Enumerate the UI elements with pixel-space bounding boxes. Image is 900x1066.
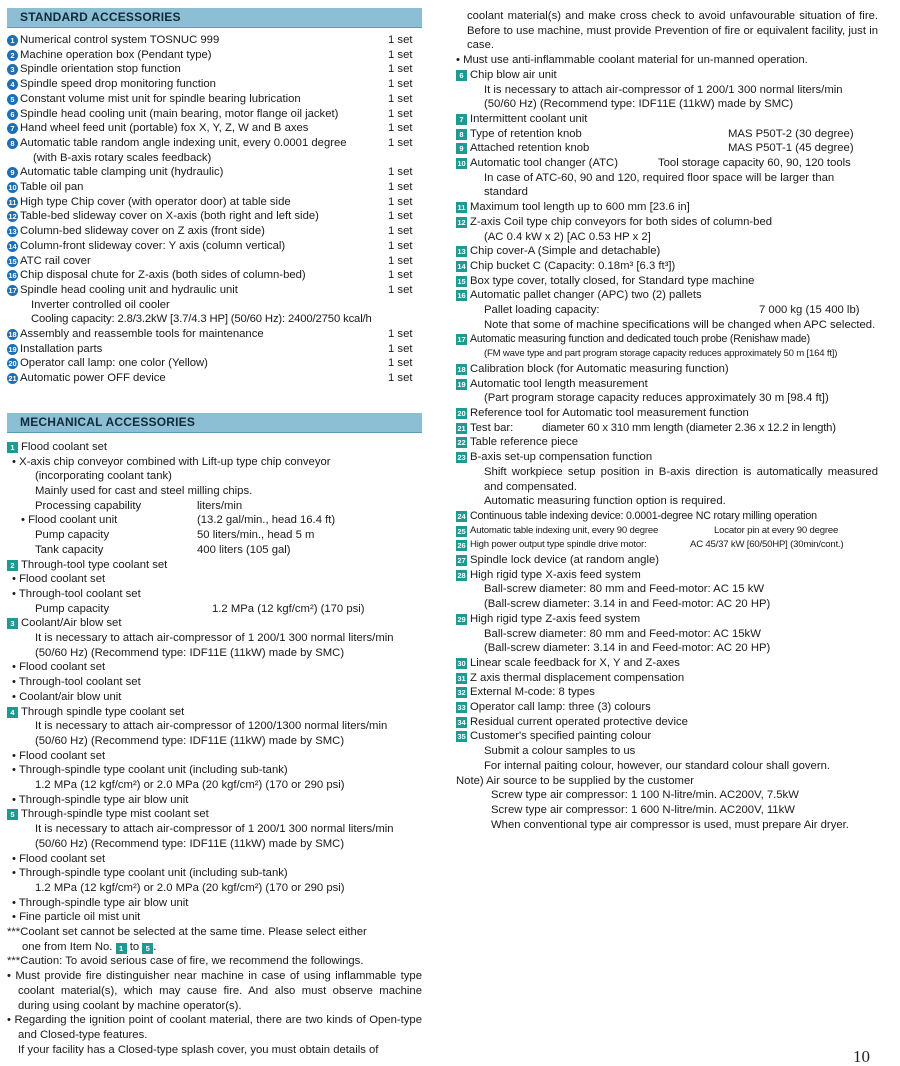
mechanical-accessories-header: MECHANICAL ACCESSORIES <box>7 413 422 433</box>
item-number-badge: 24 <box>457 511 466 521</box>
list-item <box>456 332 878 347</box>
text-line: • Through-spindle type air blow unit <box>12 793 189 806</box>
list-item <box>456 406 878 421</box>
list-item <box>456 700 878 715</box>
item-number-badge: 6 <box>7 109 18 120</box>
item-number-badge: 4 <box>7 707 18 718</box>
list-item <box>456 715 878 730</box>
list-item <box>456 156 878 171</box>
item-number-badge: 20 <box>8 359 17 369</box>
item-quantity: 1 set <box>388 254 413 267</box>
item-number-badge: 34 <box>457 717 466 727</box>
item-label: High type Chip cover (with operator door) at table side <box>20 195 291 208</box>
caution-item: • Regarding the ignition point of coolant material, there are two kinds of Open-type and Closed-type features. <box>7 1014 422 1041</box>
item-quantity: 1 set <box>388 342 413 355</box>
list-item <box>456 112 878 127</box>
list-item <box>7 33 422 48</box>
list-item <box>7 283 422 298</box>
item-quantity: 1 set <box>388 78 413 91</box>
item-label: Constant volume mist unit for spindle bearing lubrication <box>20 92 301 105</box>
item-number-badge: 12 <box>457 217 466 227</box>
text-line: It is necessary to attach air-compressor of 1 200/1 300 normal liters/min <box>484 83 843 96</box>
item-number-badge: 15 <box>8 256 17 266</box>
text-line: Pump capacity <box>35 529 110 542</box>
text-line: Tank capacity <box>35 543 104 556</box>
text-line: Through-tool type coolant set <box>21 558 168 571</box>
item-number-badge: 29 <box>457 614 466 624</box>
text-line: Chip blow air unit <box>470 68 557 81</box>
text-line: Z-axis Coil type chip conveyors for both sides of column-bed <box>470 215 773 228</box>
item-label: Hand wheel feed unit (portable) fox X, Y, Z, W and B axes <box>20 122 309 135</box>
text-line: Shift workpiece setup position in B-axis direction is automatically measured and compensated. <box>484 465 878 493</box>
text-line: Z axis thermal displacement compensation <box>470 671 685 684</box>
text-line: • Flood coolant set <box>12 852 106 865</box>
text-line: It is necessary to attach air-compressor of 1 200/1 300 normal liters/min <box>35 632 394 645</box>
list-item <box>7 195 422 210</box>
item-number-badge: 18 <box>457 364 466 374</box>
item-label: Chip disposal chute for Z-axis (both sides of column-bed) <box>20 269 306 282</box>
text-line: Customer's specified painting colour <box>470 730 652 743</box>
item-label: Operator call lamp: one color (Yellow) <box>20 357 208 370</box>
item-number-badge: 9 <box>7 167 18 178</box>
text-line: In case of ATC-60, 90 and 120, required floor space will be larger than standard <box>484 171 835 199</box>
item-number-badge: 26 <box>457 541 466 551</box>
text-line: Note that some of machine specifications will be changed when APC selected. <box>484 318 876 331</box>
item-label: Automatic table random angle indexing unit, every 0.0001 degree <box>20 136 347 149</box>
text-line: Chip bucket C (Capacity: 0.18m³ [6.3 ft³]) <box>470 259 676 272</box>
list-item <box>7 440 422 455</box>
list-item <box>7 209 422 224</box>
item-label: Automatic table clamping unit (hydraulic) <box>20 166 224 179</box>
text-line <box>456 303 878 318</box>
item-number-badge: 18 <box>8 330 17 340</box>
item-number-badge: 19 <box>8 344 17 354</box>
item-label: Spindle orientation stop function <box>20 63 181 76</box>
item-number-badge: 10 <box>457 159 466 169</box>
text-line: 400 liters (105 gal) <box>197 543 291 556</box>
list-item <box>7 224 422 239</box>
text-line: Screw type air compressor: 1 600 N-litre/min. AC200V, 11kW <box>491 803 795 816</box>
list-item <box>7 62 422 77</box>
text-line: Spindle lock device (at random angle) <box>470 554 660 567</box>
text-line: • Flood coolant set <box>12 749 106 762</box>
text-line: • Fine particle oil mist unit <box>12 911 141 924</box>
text-line: 50 liters/min., head 5 m <box>197 529 315 542</box>
item-label: Machine operation box (Pendant type) <box>20 48 212 61</box>
item-label: Numerical control system TOSNUC 999 <box>20 34 220 46</box>
item-number-badge: 1 <box>7 442 18 453</box>
mechanical-section <box>7 413 422 1058</box>
text-line: Intermittent coolant unit <box>470 112 588 125</box>
text-line: Continuous table indexing device: 0.0001-degree NC rotary milling operation <box>470 509 817 522</box>
item-quantity: 1 set <box>388 195 413 208</box>
text-line: • Through-spindle type coolant unit (including sub-tank) <box>12 764 288 777</box>
item-number-badge: 8 <box>7 138 18 149</box>
list-item <box>7 48 422 63</box>
item-number-badge: 12 <box>8 212 17 222</box>
item-number-badge: 3 <box>7 618 18 629</box>
item-label: Spindle speed drop monitoring function <box>20 78 216 91</box>
item-sub-text: Cooling capacity: 2.8/3.2kW [3.7/4.3 HP] (50/60 Hz): 2400/2750 kcal/h <box>31 313 372 326</box>
list-item <box>7 92 422 107</box>
item-number-badge: 33 <box>457 703 466 713</box>
text-line: Screw type air compressor: 1 100 N-litre/min. AC200V, 7.5kW <box>491 789 799 802</box>
item-label: Table oil pan <box>20 181 84 194</box>
text-line: liters/min <box>197 499 243 512</box>
item-sub-text: Inverter controlled oil cooler <box>31 298 170 311</box>
text-line: B-axis set-up compensation function <box>470 451 653 464</box>
item-quantity: 1 set <box>388 48 413 61</box>
text-line: Ball-screw diameter: 80 mm and Feed-motor: AC 15 kW <box>484 583 765 596</box>
list-item <box>7 616 422 631</box>
item-number-badge: 20 <box>457 408 466 418</box>
text-line: (AC 0.4 kW x 2) [AC 0.53 HP x 2] <box>484 230 651 243</box>
item-quantity: 1 set <box>388 210 413 223</box>
text-line <box>7 602 422 617</box>
text-line: It is necessary to attach air-compressor of 1200/1300 normal liters/min <box>35 720 388 733</box>
text-line <box>7 499 422 514</box>
text-line: 7 000 kg (15 400 lb) <box>759 304 860 317</box>
list-item <box>7 121 422 136</box>
text-line: Pallet loading capacity: <box>484 304 600 317</box>
item-number-badge: 17 <box>8 285 17 295</box>
item-number-badge: 4 <box>7 79 18 90</box>
item-number-badge: 9 <box>456 143 467 154</box>
text-line: one from Item No. <box>22 940 113 953</box>
item-number-badge: 10 <box>8 183 17 193</box>
text-line: Attached retention knob <box>470 142 590 155</box>
text-line: • Through-tool coolant set <box>12 587 141 600</box>
text-line: Locator pin at every 90 degree <box>714 524 839 536</box>
item-quantity: 1 set <box>388 372 413 385</box>
text-line: (13.2 gal/min., head 16.4 ft) <box>197 514 336 527</box>
text-line: Automatic tool length measurement <box>470 377 648 390</box>
item-number-badge: 25 <box>457 526 466 536</box>
text-line: Automatic tool changer (ATC) <box>470 157 618 170</box>
item-number-badge: 14 <box>8 241 17 251</box>
item-quantity: 1 set <box>388 122 413 135</box>
list-item <box>456 127 878 142</box>
item-label: Spindle head cooling unit and hydraulic unit <box>20 283 238 296</box>
item-number-badge: 19 <box>457 379 466 389</box>
text-line <box>7 513 422 528</box>
item-quantity: 1 set <box>388 328 413 341</box>
list-item <box>456 362 878 377</box>
item-number-badge: 8 <box>456 129 467 140</box>
list-item <box>456 538 878 553</box>
list-item <box>456 215 878 230</box>
text-line: Table reference piece <box>470 436 579 449</box>
item-number-badge: 15 <box>457 276 466 286</box>
text-line: • X-axis chip conveyor combined with Lift-up type chip conveyor <box>12 455 331 468</box>
text-line: Chip cover-A (Simple and detachable) <box>470 245 661 258</box>
item-quantity: 1 set <box>388 283 413 296</box>
text-line: Automatic pallet changer (APC) two (2) pallets <box>470 289 702 302</box>
text-line: Calibration block (for Automatic measuring function) <box>470 362 729 375</box>
text-line: Box type cover, totally closed, for Standard type machine <box>470 274 755 287</box>
text-line: Flood coolant set <box>21 440 108 453</box>
list-item <box>456 274 878 289</box>
text-line: • Through-spindle type coolant unit (including sub-tank) <box>12 867 288 880</box>
item-label: Assembly and reassemble tools for maintenance <box>20 328 264 341</box>
continued-text: coolant material(s) and make cross check to avoid unfavourable situation of fire. Before to use machine, must provide Prevention of fire or equivalent facility, just in case. <box>467 10 878 52</box>
text-line: (50/60 Hz) (Recommend type: IDF11E (11kW) made by SMC) <box>35 646 345 659</box>
list-item <box>456 671 878 686</box>
list-item <box>456 200 878 215</box>
text-line: • Flood coolant set <box>12 573 106 586</box>
list-item <box>7 239 422 254</box>
standard-accessories-list <box>7 33 422 386</box>
text-line: Coolant/Air blow set <box>21 617 122 630</box>
item-number-badge: 6 <box>456 70 467 81</box>
text-line: Type of retention knob <box>470 127 582 140</box>
item-number-badge: 28 <box>457 570 466 580</box>
item-label: Column-front slideway cover: Y axis (column vertical) <box>20 239 286 252</box>
item-number-badge: 7 <box>456 114 467 125</box>
text-line: Test bar: <box>470 421 514 434</box>
text-line: diameter 60 x 310 mm length (diameter 2.36 x 12.2 in length) <box>542 421 836 434</box>
list-item <box>456 612 878 627</box>
text-line: MAS P50T-2 (30 degree) <box>728 127 854 140</box>
item-label: (with B-axis rotary scales feedback) <box>33 151 212 164</box>
text-line: High rigid type X-axis feed system <box>470 568 641 581</box>
item-quantity: 1 set <box>388 166 413 179</box>
item-number-badge: 1 <box>7 35 18 46</box>
list-item <box>7 558 422 573</box>
item-number-badge: 5 <box>7 809 18 820</box>
item-number-badge: 5 <box>142 943 153 954</box>
text-line: High rigid type Z-axis feed system <box>470 612 641 625</box>
text-line: For internal paiting colour, however, our standard colour shall govern. <box>484 759 831 772</box>
list-item <box>456 435 878 450</box>
caution-note: ***Caution: To avoid serious case of fire, we recommend the followings. <box>7 955 364 968</box>
item-number-badge: 13 <box>457 247 466 257</box>
text-line: (FM wave type and part program storage capacity reduces approximately 50 m [164 ft]) <box>484 348 838 360</box>
list-item <box>7 327 422 342</box>
item-number-badge: 23 <box>457 453 466 463</box>
text-line: Automatic measuring function option is required. <box>484 495 726 508</box>
list-item <box>456 141 878 156</box>
left-column <box>7 8 422 1057</box>
text-line: Pump capacity <box>35 602 110 615</box>
text-line: Residual current operated protective device <box>470 715 688 728</box>
list-item <box>456 729 878 744</box>
item-quantity: 1 set <box>388 92 413 105</box>
item-number-badge: 22 <box>457 438 466 448</box>
text-line: (incorporating coolant tank) <box>35 470 172 483</box>
text-line: 1.2 MPa (12 kgf/cm²) or 2.0 MPa (20 kgf/cm²) (170 or 290 psi) <box>35 881 345 894</box>
list-item <box>456 244 878 259</box>
right-column <box>456 9 878 832</box>
text-line: Tool storage capacity 60, 90, 120 tools <box>658 157 851 170</box>
list-item <box>456 685 878 700</box>
list-item <box>7 705 422 720</box>
list-item <box>7 254 422 269</box>
text-line: ***Coolant set cannot be selected at the same time. Please select either <box>7 926 367 939</box>
list-item <box>456 421 878 436</box>
text-line: (Ball-screw diameter: 3.14 in and Feed-motor: AC 20 HP) <box>484 598 771 611</box>
text-line: Linear scale feedback for X, Y and Z-axes <box>470 656 680 669</box>
list-item <box>456 524 878 539</box>
text-line: Automatic table indexing unit, every 90 degree <box>470 524 659 536</box>
item-label: Installation parts <box>20 342 103 355</box>
text-line: Mainly used for cast and steel milling chips. <box>35 484 253 497</box>
item-number-badge: 7 <box>7 123 18 134</box>
text-line: 1.2 MPa (12 kgf/cm²) or 2.0 MPa (20 kgf/cm²) (170 or 290 psi) <box>35 779 345 792</box>
item-quantity: 1 set <box>388 63 413 76</box>
text-line: Through spindle type coolant set <box>21 705 185 718</box>
list-item <box>456 259 878 274</box>
item-number-badge: 31 <box>457 673 466 683</box>
item-number-badge: 1 <box>116 943 127 954</box>
text-line: (50/60 Hz) (Recommend type: IDF11E (11kW) made by SMC) <box>35 734 345 747</box>
text-line: Operator call lamp: three (3) colours <box>470 701 651 714</box>
list-item <box>7 356 422 371</box>
item-quantity: 1 set <box>388 357 413 370</box>
text-line: (50/60 Hz) (Recommend type: IDF11E (11kW) made by SMC) <box>484 98 794 111</box>
item-number-badge: 32 <box>457 688 466 698</box>
item-number-badge: 3 <box>7 64 18 75</box>
item-number-badge: 21 <box>457 423 466 433</box>
text-line: It is necessary to attach air-compressor of 1 200/1 300 normal liters/min <box>35 823 394 836</box>
text-line: Processing capability <box>35 499 142 512</box>
item-number-badge: 2 <box>7 560 18 571</box>
text-line: AC 45/37 kW [60/50HP] (30min/cont.) <box>690 539 844 551</box>
item-number-badge: 16 <box>457 291 466 301</box>
item-quantity: 1 set <box>388 225 413 238</box>
text-line: Ball-screw diameter: 80 mm and Feed-motor: AC 15kW <box>484 627 761 640</box>
item-label: Column-bed slideway cover on Z axis (front side) <box>20 225 265 238</box>
list-item <box>456 450 878 465</box>
list-item <box>456 377 878 392</box>
text-line: (50/60 Hz) (Recommend type: IDF11E (11kW) made by SMC) <box>35 837 345 850</box>
item-number-badge: 21 <box>8 374 17 384</box>
item-number-badge: 13 <box>8 227 17 237</box>
list-item <box>7 77 422 92</box>
text-line: Through-spindle type mist coolant set <box>21 808 209 821</box>
standard-accessories-header: STANDARD ACCESSORIES <box>7 8 422 28</box>
item-number-badge: 35 <box>457 732 466 742</box>
list-item <box>456 68 878 83</box>
list-item <box>456 509 878 524</box>
list-item <box>7 165 422 180</box>
text-line: • Through-spindle type air blow unit <box>12 896 189 909</box>
list-item <box>456 568 878 583</box>
item-number-badge: 27 <box>457 556 466 566</box>
item-quantity: 1 set <box>388 239 413 252</box>
item-number-badge: 11 <box>457 203 466 213</box>
item-number-badge: 30 <box>457 658 466 668</box>
text-line: MAS P50T-1 (45 degree) <box>728 142 854 155</box>
list-item <box>7 107 422 122</box>
text-line: • Through-tool coolant set <box>12 676 141 689</box>
item-quantity: 1 set <box>388 34 413 46</box>
selection-note <box>7 925 422 940</box>
item-number-badge: 2 <box>7 50 18 61</box>
text-line: If your facility has a Closed-type splash cover, you must obtain details of <box>18 1043 379 1056</box>
text-line: High power output type spindle drive motor: <box>470 539 647 551</box>
item-label: Spindle head cooling unit (main bearing, motor flange oil jacket) <box>20 107 339 120</box>
text-line: External M-code: 8 types <box>470 686 595 699</box>
item-quantity: 1 set <box>388 269 413 282</box>
text-line: Reference tool for Automatic tool measurement function <box>470 406 749 419</box>
list-item <box>7 268 422 283</box>
text-line: • Flood coolant unit <box>21 514 118 527</box>
item-number-badge: 11 <box>8 197 17 207</box>
item-quantity: 1 set <box>388 181 413 194</box>
text-line: • Must use anti-inflammable coolant material for un-manned operation. <box>456 54 808 67</box>
text-line: When conventional type air compressor is used, must prepare Air dryer. <box>491 818 849 831</box>
item-number-badge: 14 <box>457 261 466 271</box>
list-item <box>7 151 422 166</box>
text-line: • Flood coolant set <box>12 661 106 674</box>
list-item <box>7 371 422 386</box>
air-source-note: Note) Air source to be supplied by the customer <box>456 774 694 787</box>
list-item <box>7 180 422 195</box>
caution-item: • Must provide fire distinguisher near machine in case of using inflammable type coolant material(s), which may cause fire. And also must observe machine during using coolant by machine operator(s). <box>7 970 422 1012</box>
text-line <box>7 528 422 543</box>
item-number-badge: 5 <box>7 94 18 105</box>
item-label: ATC rail cover <box>20 254 91 267</box>
list-item <box>456 288 878 303</box>
text-line: 1.2 MPa (12 kgf/cm²) (170 psi) <box>212 602 365 615</box>
item-number-badge: 16 <box>8 271 17 281</box>
text-line: • Coolant/air blow unit <box>12 690 122 703</box>
list-item <box>456 656 878 671</box>
item-number-badge: 17 <box>457 335 466 345</box>
text-line: Maximum tool length up to 600 mm [23.6 in] <box>470 201 690 214</box>
list-item <box>7 136 422 151</box>
selection-note-line2: one from Item No. 1 to 5 . <box>22 940 157 953</box>
mechanical-accessories-list <box>7 440 422 1058</box>
item-label: Automatic power OFF device <box>20 372 166 385</box>
list-item <box>456 553 878 568</box>
text-line: to <box>129 940 140 953</box>
text-line: (Part program storage capacity reduces approximately 30 m [98.4 ft]) <box>484 392 829 405</box>
list-item <box>7 342 422 357</box>
item-quantity: 1 set <box>388 107 413 120</box>
item-quantity: 1 set <box>388 136 413 149</box>
page-number: 10 <box>853 1047 870 1066</box>
list-item <box>7 807 422 822</box>
text-line: Submit a colour samples to us <box>484 745 636 758</box>
text-line <box>7 543 422 558</box>
item-label: Table-bed slideway cover on X-axis (both right and left side) <box>20 210 319 223</box>
text-line: Automatic measuring function and dedicated touch probe (Renishaw made) <box>470 333 810 346</box>
text-line: (Ball-screw diameter: 3.14 in and Feed-motor: AC 20 HP) <box>484 642 771 655</box>
